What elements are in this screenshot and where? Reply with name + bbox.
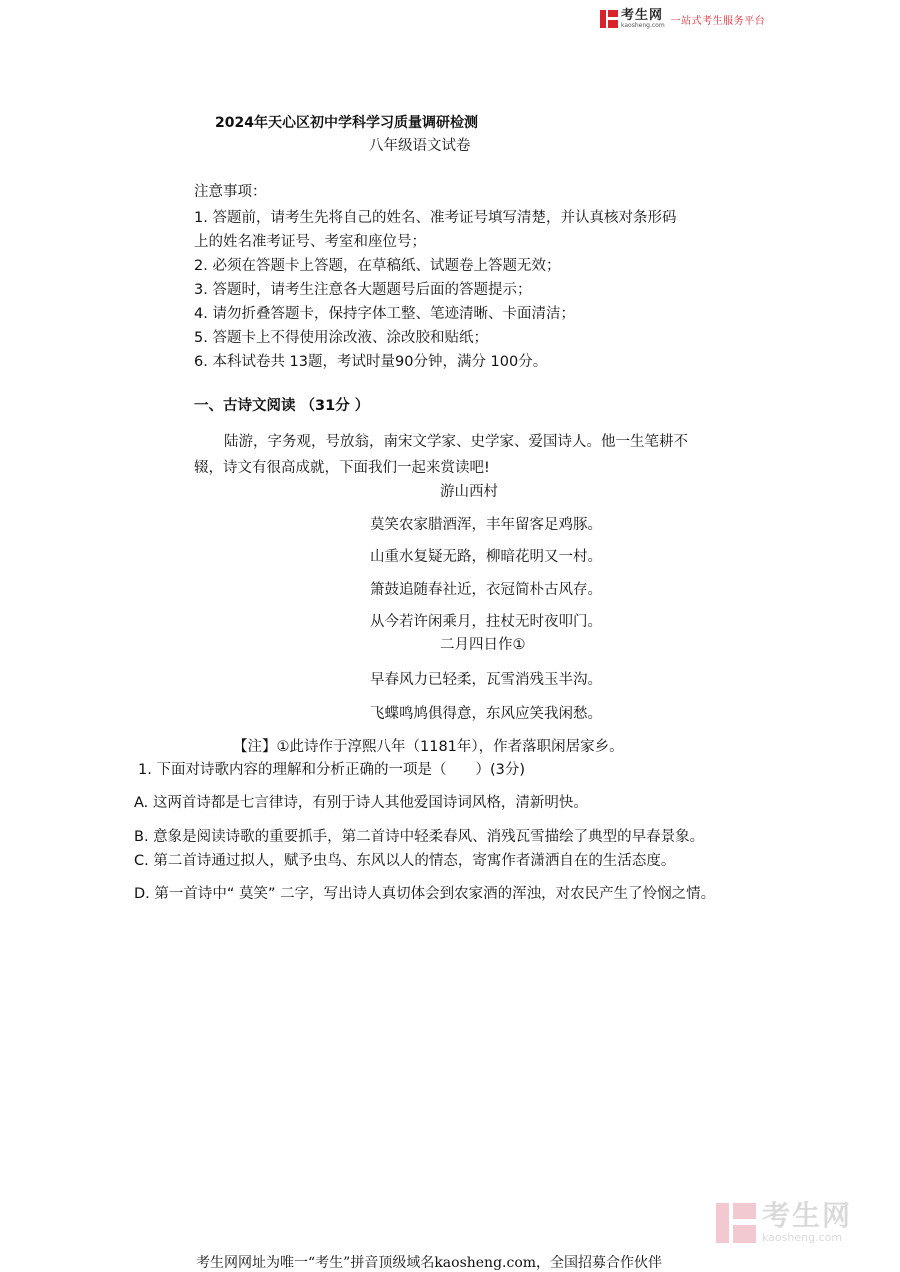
poem-note: 【注】①此诗作于淳熙八年（1181年），作者落职闲居家乡。 xyxy=(233,739,624,755)
question-1: 1. 下面对诗歌内容的理解和分析正确的一项是（ ）(3分) xyxy=(138,762,525,778)
notice-heading: 注意事项： xyxy=(194,184,267,200)
notice-item: 上的姓名准考证号、考室和座位号； xyxy=(194,234,426,250)
poem-title: 游山西村 xyxy=(440,484,498,500)
notice-item: 1. 答题前，请考生先将自己的姓名、准考证号填写清楚，并认真核对条形码 xyxy=(194,210,677,226)
notice-item: 6. 本科试卷共 13题，考试时量90分钟，满分 100分。 xyxy=(194,354,548,370)
option-d: D. 第一首诗中“ 莫笑” 二字，写出诗人真切体会到农家酒的浑浊，对农民产生了怜悯之情。 xyxy=(134,886,716,902)
exam-title: 2024年天心区初中学科学习质量调研检测 xyxy=(215,115,478,131)
kaosheng-logo-icon xyxy=(600,10,618,28)
watermark-logo-icon xyxy=(716,1203,756,1243)
poem-line: 箫鼓追随春社近，衣冠简朴古风存。 xyxy=(370,582,602,598)
watermark-name xyxy=(762,1199,853,1244)
watermark-subtext: kaosheng.com xyxy=(762,1231,843,1244)
option-c: C. 第二首诗通过拟人，赋予虫鸟、东风以人的情态，寄寓作者潇洒自在的生活态度。 xyxy=(134,853,676,869)
brand-slogan: 一站式考生服务平台 xyxy=(670,15,766,27)
poem-title: 二月四日作① xyxy=(440,637,526,653)
notice-item: 4. 请勿折叠答题卡，保持字体工整、笔迹清晰、卡面清洁； xyxy=(194,306,575,322)
brand-name xyxy=(621,9,665,29)
option-a: A. 这两首诗都是七言律诗，有别于诗人其他爱国诗词风格，清新明快。 xyxy=(134,795,588,811)
watermark-text: 考生网 xyxy=(762,1199,853,1232)
brand-logo-text: 考生网 xyxy=(621,8,664,23)
intro-text: 辍，诗文有很高成就，下面我们一起来赏读吧! xyxy=(194,460,490,476)
poem-line: 从今若许闲乘月，拄杖无时夜叩门。 xyxy=(370,614,602,630)
option-b: B. 意象是阅读诗歌的重要抓手，第二首诗中轻柔春风、消残瓦雪描绘了典型的早春景象。 xyxy=(134,829,705,845)
poem-line: 山重水复疑无路，柳暗花明又一村。 xyxy=(370,549,602,565)
exam-subtitle: 八年级语文试卷 xyxy=(369,138,471,154)
watermark xyxy=(716,1199,853,1244)
poem-line: 早春风力已轻柔，瓦雪消残玉半沟。 xyxy=(370,672,602,688)
section-heading: 一、古诗文阅读 （31分 ） xyxy=(194,398,370,414)
notice-item: 5. 答题卡上不得使用涂改液、涂改胶和贴纸； xyxy=(194,330,488,346)
poem-line: 飞蝶鸣鸠俱得意，东风应笑我闲愁。 xyxy=(370,706,602,722)
header-brand xyxy=(600,8,765,30)
brand-logo-subtext: kaosheng.com xyxy=(621,22,665,29)
poem-line: 莫笑农家腊酒浑，丰年留客足鸡豚。 xyxy=(370,517,602,533)
intro-text: 陆游，字务观，号放翁，南宋文学家、史学家、爱国诗人。他一生笔耕不 xyxy=(224,434,688,450)
footer-text: 考生网网址为唯一“考生”拼音顶级域名kaosheng.com，全国招募合作伙伴 xyxy=(196,1255,663,1271)
notice-item: 3. 答题时，请考生注意各大题题号后面的答题提示； xyxy=(194,282,532,298)
notice-item: 2. 必须在答题卡上答题，在草稿纸、试题卷上答题无效； xyxy=(194,258,561,274)
